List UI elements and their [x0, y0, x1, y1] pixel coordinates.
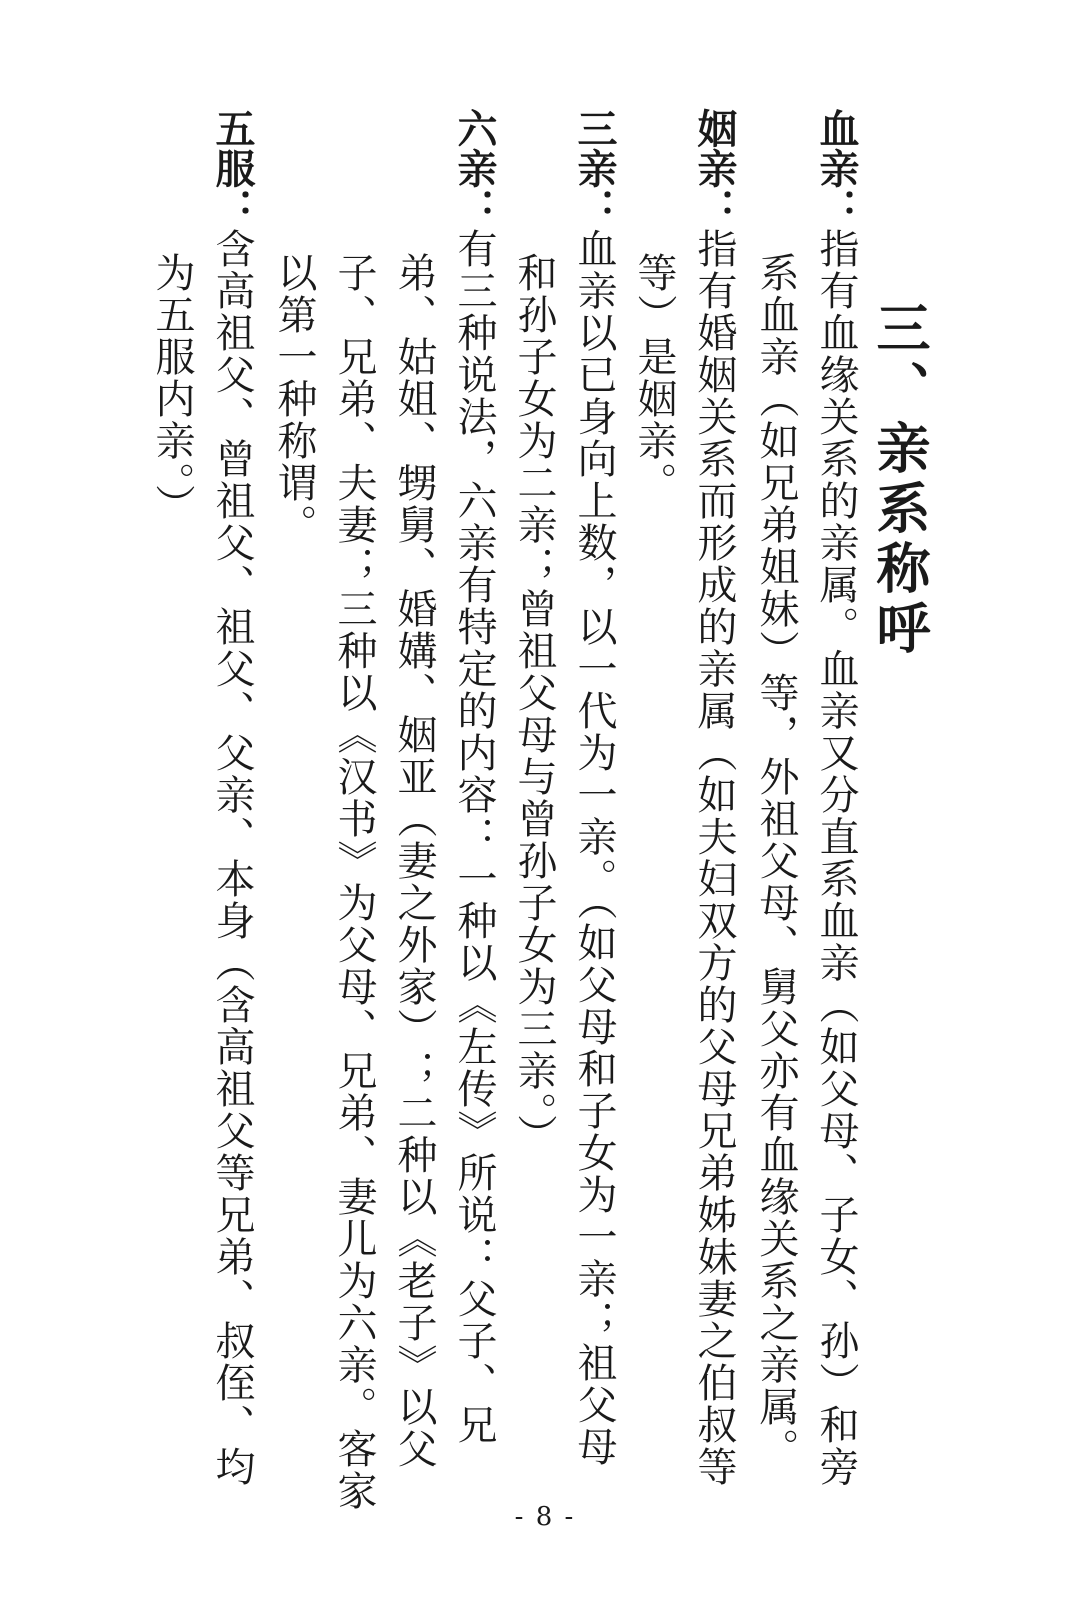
entry-line	[209, 108, 255, 1488]
entry-line	[691, 108, 737, 1488]
entry-line	[271, 252, 317, 546]
section-title: 三、亲系称呼	[868, 300, 931, 660]
entry-text: 系血亲（如兄弟姐妹）等，外祖父母、舅父亦有血缘关系之亲属。	[753, 252, 799, 1470]
entry-label: 姻亲：	[691, 108, 737, 228]
entry-text: 有三种说法，六亲有特定的内容：一种以《左传》所说：父子、兄	[451, 228, 497, 1446]
entry-line	[451, 108, 497, 1446]
entry-text: 为五服内亲。）	[149, 252, 195, 526]
entry-label: 血亲：	[813, 108, 859, 228]
entry-text: 和孙子女为二亲；曾祖父母与曾孙子女为三亲。）	[511, 252, 557, 1156]
page-number: - 8 -	[514, 1502, 576, 1532]
entry-line	[391, 252, 437, 1470]
entry-text: 指有婚姻关系而形成的亲属（如夫妇双方的父母兄弟姊妹妻之伯叔等	[691, 228, 737, 1488]
entry-line	[631, 252, 677, 504]
entry-line	[813, 108, 859, 1488]
entry-text: 指有血缘关系的亲属。血亲又分直系血亲（如父母、子女、孙）和旁	[813, 228, 859, 1488]
entry-text: 血亲以已身向上数，以一代为一亲。（如父母和子女为一亲；祖父母	[571, 228, 617, 1468]
entry-line	[753, 252, 799, 1470]
entry-text: 弟、姑姐、甥舅、婚媾、姻亚（妻之外家）；二种以《老子》以父	[391, 252, 437, 1470]
entry-label: 五服：	[209, 108, 255, 228]
entry-line	[511, 252, 557, 1156]
entry-line	[331, 252, 377, 1512]
entry-label: 三亲：	[571, 108, 617, 228]
entry-line	[149, 252, 195, 526]
entry-text: 以第一种称谓。	[271, 252, 317, 546]
entry-text: 含高祖父、曾祖父、祖父、父亲、本身（含高祖父等兄弟、叔侄、均	[209, 228, 255, 1488]
entry-line	[571, 108, 617, 1468]
entry-label: 六亲：	[451, 108, 497, 228]
entry-text: 子、兄弟、夫妻；三种以《汉书》为父母、兄弟、妻儿为六亲。客家	[331, 252, 377, 1512]
entry-text: 等）是姻亲。	[631, 252, 677, 504]
